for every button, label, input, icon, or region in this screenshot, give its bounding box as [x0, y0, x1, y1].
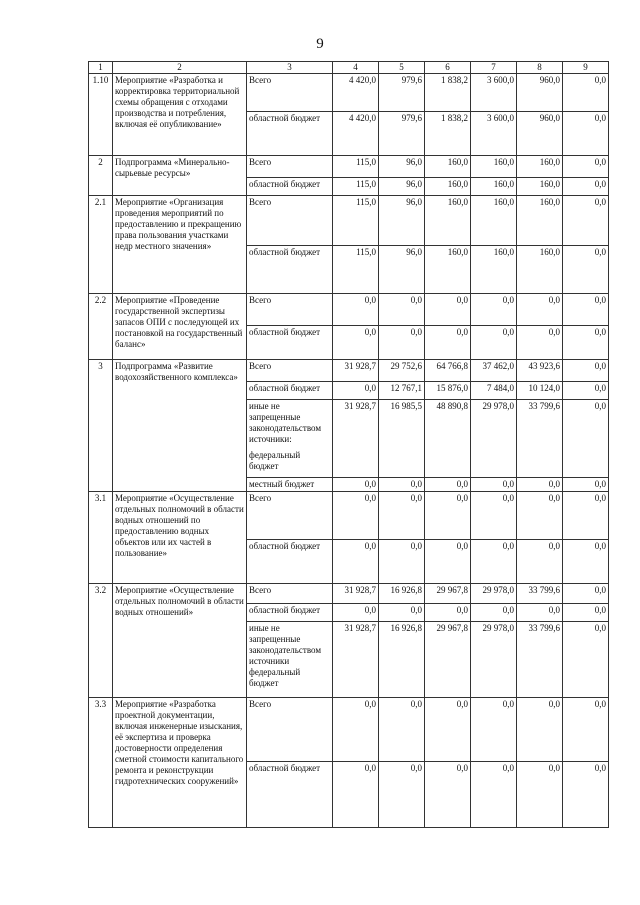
- value-cell: 160,0: [425, 156, 471, 178]
- value-cell: 0,0: [471, 698, 517, 762]
- value-cell: 0,0: [379, 492, 425, 540]
- source-label: областной бюджет: [247, 178, 333, 196]
- row-code: 3: [89, 360, 113, 492]
- value-cell: 0,0: [379, 478, 425, 492]
- source-label: иные не запрещенные законодательством источники:: [249, 401, 322, 444]
- row-code: 2.1: [89, 196, 113, 294]
- value-cell: 0,0: [471, 540, 517, 584]
- table-row: [89, 492, 609, 540]
- value-cell: 979,6: [379, 74, 425, 112]
- value-cell: 160,0: [471, 196, 517, 246]
- source-label: Всего: [247, 492, 333, 540]
- value-cell: 16 926,8: [379, 584, 425, 604]
- value-cell: 0,0: [333, 762, 379, 828]
- value-cell: 29 752,6: [379, 360, 425, 382]
- value-cell: 31 928,7: [333, 622, 379, 698]
- row-name: Мероприятие «Разработка и корректировка территориальной схемы обращения с отходами производства и потребления, включая её опубликование»: [113, 74, 247, 156]
- value-cell: 0,0: [333, 540, 379, 584]
- value-cell: 0,0: [563, 400, 609, 478]
- value-cell: 0,0: [471, 294, 517, 326]
- value-cell: 0,0: [563, 584, 609, 604]
- value-cell: 16 926,8: [379, 622, 425, 698]
- row-code: 3.1: [89, 492, 113, 584]
- source-label: Всего: [247, 698, 333, 762]
- source-label: областной бюджет: [247, 382, 333, 400]
- page-number: 9: [316, 36, 324, 52]
- value-cell: 160,0: [517, 246, 563, 294]
- value-cell: 0,0: [333, 294, 379, 326]
- value-cell: 43 923,6: [517, 360, 563, 382]
- value-cell: 115,0: [333, 178, 379, 196]
- table-row: [89, 156, 609, 178]
- table-row: [89, 360, 609, 382]
- value-cell: 12 767,1: [379, 382, 425, 400]
- source-label: Всего: [247, 584, 333, 604]
- row-name: Мероприятие «Осуществление отдельных полномочий в области водных отношений»: [113, 584, 247, 698]
- value-cell: 0,0: [425, 540, 471, 584]
- row-code: 2: [89, 156, 113, 196]
- value-cell: 0,0: [517, 478, 563, 492]
- value-cell: 0,0: [563, 540, 609, 584]
- value-cell: 160,0: [471, 178, 517, 196]
- value-cell: 0,0: [425, 294, 471, 326]
- value-cell: 0,0: [333, 326, 379, 360]
- value-cell: 96,0: [379, 196, 425, 246]
- value-cell: 0,0: [379, 698, 425, 762]
- value-cell: 0,0: [471, 762, 517, 828]
- value-cell: 160,0: [471, 156, 517, 178]
- value-cell: 0,0: [471, 326, 517, 360]
- value-cell: 0,0: [425, 762, 471, 828]
- row-name: Подпрограмма «Развитие водохозяйственного комплекса»: [113, 360, 247, 492]
- source-label: Всего: [247, 74, 333, 112]
- source-label: иные не запрещенные законодательством источники: [249, 623, 322, 666]
- value-cell: 96,0: [379, 246, 425, 294]
- value-cell: 31 928,7: [333, 360, 379, 382]
- value-cell: 0,0: [379, 540, 425, 584]
- value-cell: 0,0: [471, 492, 517, 540]
- value-cell: 0,0: [563, 326, 609, 360]
- value-cell: 0,0: [425, 326, 471, 360]
- source-label: областной бюджет: [247, 604, 333, 622]
- value-cell: 0,0: [563, 196, 609, 246]
- value-cell: 0,0: [517, 762, 563, 828]
- value-cell: 3 600,0: [471, 74, 517, 112]
- value-cell: 0,0: [517, 698, 563, 762]
- row-code: 3.2: [89, 584, 113, 698]
- value-cell: 0,0: [563, 74, 609, 112]
- value-cell: 0,0: [563, 178, 609, 196]
- value-cell: 0,0: [563, 698, 609, 762]
- value-cell: 160,0: [425, 178, 471, 196]
- value-cell: 160,0: [517, 196, 563, 246]
- row-name: Мероприятие «Проведение государственной экспертизы запасов ОПИ с последующей их постановкой на государственный баланс»: [113, 294, 247, 360]
- value-cell: 0,0: [517, 326, 563, 360]
- column-header: 4: [333, 62, 379, 74]
- value-cell: 0,0: [563, 492, 609, 540]
- column-header: 5: [379, 62, 425, 74]
- value-cell: 0,0: [563, 246, 609, 294]
- value-cell: 0,0: [425, 698, 471, 762]
- value-cell: 0,0: [379, 762, 425, 828]
- value-cell: 33 799,6: [517, 400, 563, 478]
- source-label: Всего: [247, 294, 333, 326]
- table-row: [89, 196, 609, 246]
- value-cell: 1 838,2: [425, 112, 471, 156]
- table-row: [89, 294, 609, 326]
- value-cell: 0,0: [563, 604, 609, 622]
- source-label-group: [247, 622, 333, 698]
- value-cell: 0,0: [333, 604, 379, 622]
- source-label-group: [247, 400, 333, 478]
- value-cell: 33 799,6: [517, 622, 563, 698]
- table-row: [89, 74, 609, 112]
- value-cell: 0,0: [379, 604, 425, 622]
- value-cell: 0,0: [517, 604, 563, 622]
- value-cell: 0,0: [425, 492, 471, 540]
- value-cell: 29 978,0: [471, 400, 517, 478]
- value-cell: 29 967,8: [425, 622, 471, 698]
- value-cell: 3 600,0: [471, 112, 517, 156]
- value-cell: 160,0: [425, 246, 471, 294]
- value-cell: 29 978,0: [471, 584, 517, 604]
- value-cell: 0,0: [333, 382, 379, 400]
- column-header: 3: [247, 62, 333, 74]
- value-cell: 96,0: [379, 156, 425, 178]
- value-cell: 29 978,0: [471, 622, 517, 698]
- value-cell: 0,0: [517, 540, 563, 584]
- value-cell: 115,0: [333, 196, 379, 246]
- value-cell: 160,0: [517, 156, 563, 178]
- source-label: областной бюджет: [247, 540, 333, 584]
- value-cell: 0,0: [471, 478, 517, 492]
- value-cell: 115,0: [333, 156, 379, 178]
- value-cell: 0,0: [517, 492, 563, 540]
- value-cell: 0,0: [379, 326, 425, 360]
- value-cell: 0,0: [563, 762, 609, 828]
- value-cell: 64 766,8: [425, 360, 471, 382]
- value-cell: 0,0: [563, 156, 609, 178]
- value-cell: 0,0: [563, 382, 609, 400]
- row-name: Мероприятие «Организация проведения мероприятий по предоставлению и прекращению права пользования участками недр местного значения»: [113, 196, 247, 294]
- source-label: федеральный бюджет: [249, 450, 301, 471]
- budget-table: [88, 61, 609, 828]
- value-cell: 15 876,0: [425, 382, 471, 400]
- source-label: Всего: [247, 156, 333, 178]
- value-cell: 4 420,0: [333, 112, 379, 156]
- column-header: 6: [425, 62, 471, 74]
- value-cell: 960,0: [517, 74, 563, 112]
- value-cell: 160,0: [425, 196, 471, 246]
- value-cell: 31 928,7: [333, 584, 379, 604]
- value-cell: 37 462,0: [471, 360, 517, 382]
- value-cell: 0,0: [333, 698, 379, 762]
- source-label: областной бюджет: [247, 246, 333, 294]
- value-cell: 115,0: [333, 246, 379, 294]
- row-name: Мероприятие «Осуществление отдельных полномочий в области водных отношений по предоставлению водных объектов или их частей в пользование»: [113, 492, 247, 584]
- source-label: местный бюджет: [247, 478, 333, 492]
- value-cell: 0,0: [563, 478, 609, 492]
- value-cell: 29 967,8: [425, 584, 471, 604]
- value-cell: 31 928,7: [333, 400, 379, 478]
- table-row: [89, 584, 609, 604]
- source-label: Всего: [247, 196, 333, 246]
- value-cell: 0,0: [379, 294, 425, 326]
- row-code: 3.3: [89, 698, 113, 828]
- value-cell: 160,0: [517, 178, 563, 196]
- row-code: 1.10: [89, 74, 113, 156]
- value-cell: 96,0: [379, 178, 425, 196]
- row-code: 2.2: [89, 294, 113, 360]
- row-name: Мероприятие «Разработка проектной документации, включая инженерные изыскания, её экспертиза и проверка достоверности определения сметной стоимости капитального ремонта и реконструкции гидротехнических сооружений»: [113, 698, 247, 828]
- value-cell: 4 420,0: [333, 74, 379, 112]
- value-cell: 7 484,0: [471, 382, 517, 400]
- value-cell: 0,0: [563, 360, 609, 382]
- column-header: 7: [471, 62, 517, 74]
- value-cell: 0,0: [471, 604, 517, 622]
- source-label: областной бюджет: [247, 326, 333, 360]
- column-header: 9: [563, 62, 609, 74]
- value-cell: 10 124,0: [517, 382, 563, 400]
- value-cell: 0,0: [333, 492, 379, 540]
- source-label: областной бюджет: [247, 762, 333, 828]
- column-header: 8: [517, 62, 563, 74]
- column-header: 1: [89, 62, 113, 74]
- value-cell: 1 838,2: [425, 74, 471, 112]
- source-label: Всего: [247, 360, 333, 382]
- source-label: областной бюджет: [247, 112, 333, 156]
- value-cell: 0,0: [563, 294, 609, 326]
- column-header: 2: [113, 62, 247, 74]
- value-cell: 0,0: [563, 112, 609, 156]
- row-name: Подпрограмма «Минерально-сырьевые ресурсы»: [113, 156, 247, 196]
- source-label: федеральный бюджет: [249, 667, 301, 688]
- value-cell: 16 985,5: [379, 400, 425, 478]
- value-cell: 0,0: [517, 294, 563, 326]
- value-cell: 0,0: [425, 478, 471, 492]
- value-cell: 0,0: [563, 622, 609, 698]
- value-cell: 33 799,6: [517, 584, 563, 604]
- column-number-row: [89, 62, 609, 74]
- value-cell: 48 890,8: [425, 400, 471, 478]
- value-cell: 160,0: [471, 246, 517, 294]
- value-cell: 960,0: [517, 112, 563, 156]
- value-cell: 0,0: [333, 478, 379, 492]
- value-cell: 0,0: [425, 604, 471, 622]
- table-row: [89, 698, 609, 762]
- value-cell: 979,6: [379, 112, 425, 156]
